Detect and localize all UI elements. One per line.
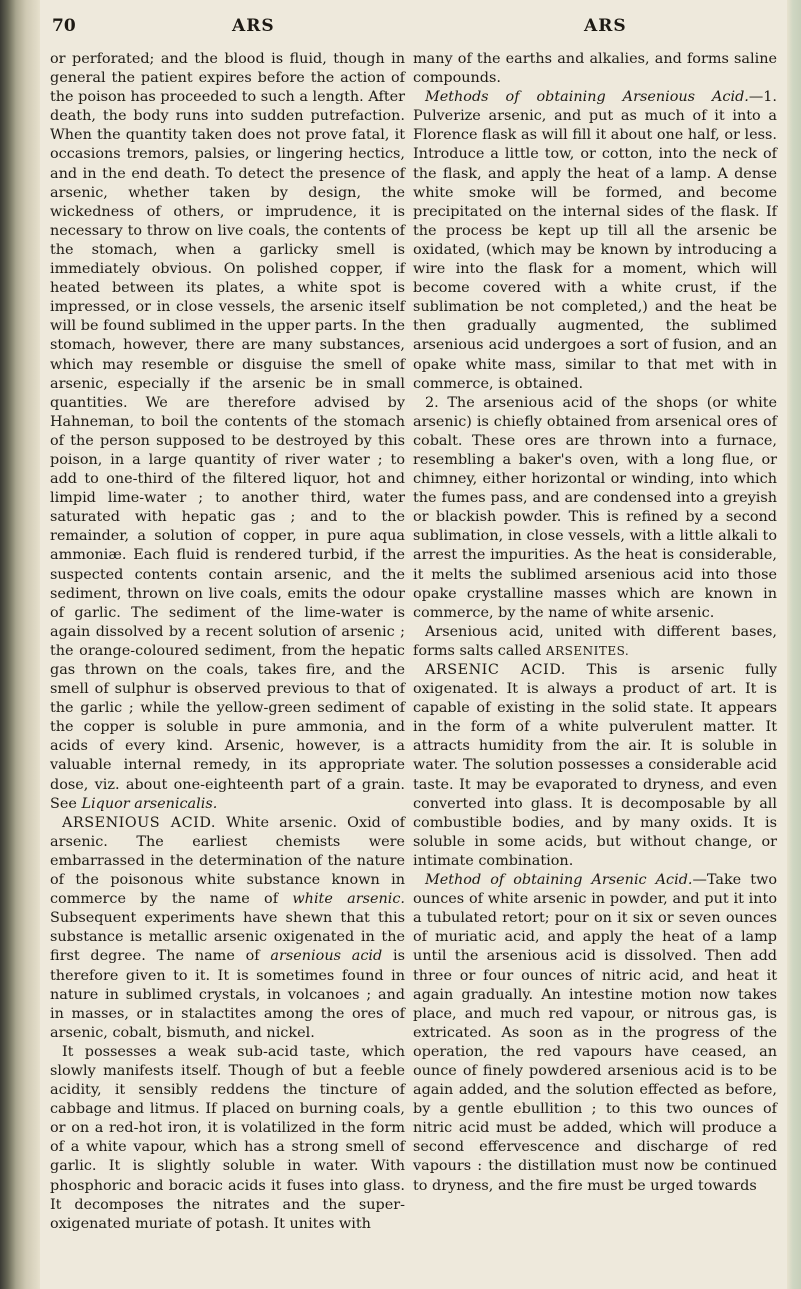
entry-heading: ARSENIC ACID. — [425, 662, 566, 678]
paragraph-text: Subsequent experiments have shewn that this substance is metallic arsenic oxigenated in the first degree. The name of — [50, 910, 405, 965]
paragraph: It possesses a weak sub-acid taste, which slowly manifests itself. Though of but a feeble acidity, it sensibly reddens the tincture of cabbage and litmus. If placed on burning coals, or on a red-hot iron, it is volatilized in the form of a white vapour, which has a strong smell of garlic. It is slightly soluble in water. With phosphoric and boracic acids it fuses into glass. It decomposes the nitrates and the super-oxigenated muriate of potash. It unites with — [50, 1043, 405, 1232]
paragraph — [413, 623, 777, 661]
paragraph-text: White arsenic. Oxid of arsenic. The earliest chemists were embarrassed in the determination of the nature of the poisonous white substance known in commerce by the name of — [50, 814, 405, 908]
running-head-left: ARS — [232, 16, 275, 36]
cross-reference: Liquor arsenicalis. — [81, 795, 218, 812]
paragraph-text: is therefore given to it. It is sometimes found in nature in sublimed crystals, in volcanoes ; and in masses, or in stalactites among the ores of arsenic, cobalt, bismuth, and nickel. — [50, 948, 406, 1041]
subsection-heading: Methods of obtaining Arsenious Acid. — [425, 89, 749, 106]
paragraph-text: —1. Pulverize arsenic, and put as much of it into a Florence flask as will fill it about one half, or less. Introduce a little tow, or cotton, into the neck of the flask, and apply the heat of a lamp. A dense white smoke will be formed, and become precipitated on the internal sides of the flask. If the process be kept up till all the arsenic be oxidated, (which may be known by introducing a wire into the flask for a moment, which will become covered with a white crust, if the sublimation be not completed,) and the heat be then gradually augmented, the sublimed arsenious acid undergoes a sort of fusion, and an opake white mass, similar to that met with in commerce, is obtained. — [413, 89, 777, 392]
paragraph-text: This is arsenic fully oxigenated. It is always a product of art. It is capable of existing in the solid state. It appears in the form of a white pulverulent matter. It attracts humidity from the air. It is soluble in water. The solution possesses a considerable acid taste. It may be evaporated to dryness, and even converted into glass. It is decomposable by all combustible bodies, and by many oxids. It is soluble in some acids, but without change, or intimate combination. — [413, 662, 777, 869]
subsection-method-arsenic — [413, 871, 777, 1196]
right-column — [413, 50, 777, 1196]
entry-arsenious-acid — [50, 814, 405, 1043]
small-caps-term: ARSENITES. — [545, 643, 630, 658]
paragraph: many of the earths and alkalies, and forms saline compounds. — [413, 51, 777, 87]
paragraph — [50, 50, 405, 814]
subsection-methods-arsenious — [413, 88, 777, 394]
paragraph-text: —Take two ounces of white arsenic in powder, and put it into a tubulated retort; pour on it six or seven ounces of muriatic acid, and apply the heat of a lamp until the arsenious acid is dissolved. Then add three or four ounces of nitric acid, and heat it again gradually. An intestine motion now takes place, and much red vapour, or nitrous gas, is extricated. As soon as in the progress of the operation, the red vapours have ceased, an ounce of finely powdered arsenious acid is to be again added, and the solution effected as before, by a gentle ebullition ; to this two ounces of nitric acid must be added, which will produce a second effervescence and discharge of red vapours : the distillation must now be continued to dryness, and the fire must be urged towards — [413, 872, 777, 1194]
subsection-heading: Method of obtaining Arsenic Acid. — [425, 872, 693, 889]
paragraph: 2. The arsenious acid of the shops (or white arsenic) is chiefly obtained from arsenical ores of cobalt. These ores are thrown into a furnace, resembling a baker's oven, with a long flue, or chimney, either horizontal or winding, into which the fumes pass, and are condensed into a greyish or blackish powder. This is refined by a second sublimation, in close vessels, with a little alkali to arrest the impurities. As the heat is considerable, it melts the sublimed arsenious acid into those opake crystalline masses which are known in commerce, by the name of white arsenic. — [413, 394, 777, 621]
entry-arsenic-acid — [413, 661, 777, 871]
italic-term: arsenious acid — [270, 948, 383, 965]
paragraph-text: Arsenious acid, united with different bases, forms salts called — [413, 623, 777, 659]
binding-gutter — [0, 0, 40, 1289]
page-edge — [787, 0, 801, 1289]
running-head-right: ARS — [584, 16, 627, 36]
italic-term: white arsenic. — [292, 891, 405, 908]
entry-heading: ARSENIOUS ACID. — [62, 814, 216, 831]
running-header — [0, 14, 801, 44]
paragraph-text: or perforated; and the blood is fluid, though in general the patient expires before the action of the poison has proceeded to such a length. After death, the body runs into sudden putrefaction. When the quantity taken does not prove fatal, it occasions tremors, palsies, or lingering hectics, and in the end death. To detect the presence of arsenic, whether taken by design, the wickedness of others, or imprudence, it is necessary to throw on live coals, the contents of the stomach, when a garlicky smell is immediately obvious. On polished copper, if heated between its plates, a white spot is impressed, or in close vessels, the arsenic itself will be found sublimed in the upper parts. In the stomach, however, there are many substances, which may resemble or disguise the smell of arsenic, especially if the arsenic be in small quantities. We are therefore advised by Hahneman, to boil the contents of the stomach of the person supposed to be destroyed by this poison, in a large quantity of river water ; to add to one-third of the filtered liquor, hot and limpid lime-water ; to another third, water saturated with hepatic gas ; and to the remainder, a solution of copper, in pure aqua ammoniæ. Each fluid is rendered turbid, if the suspected contents contain arsenic, and the sediment, thrown on live coals, emits the odour of garlic. The sediment of the lime-water is again dissolved by a recent solution of arsenic ; the orange-coloured sediment, from the hepatic gas thrown on the coals, takes fire, and the smell of sulphur is observed previous to that of the garlic ; while the yellow-green sediment of the copper is soluble in pure ammonia, and acids of every kind. Arsenic, however, is a valuable internal remedy, in its appropriate dose, viz. about one-eighteenth part of a grain. See — [50, 51, 405, 812]
left-column — [50, 50, 405, 1234]
page-number: 70 — [52, 16, 76, 36]
